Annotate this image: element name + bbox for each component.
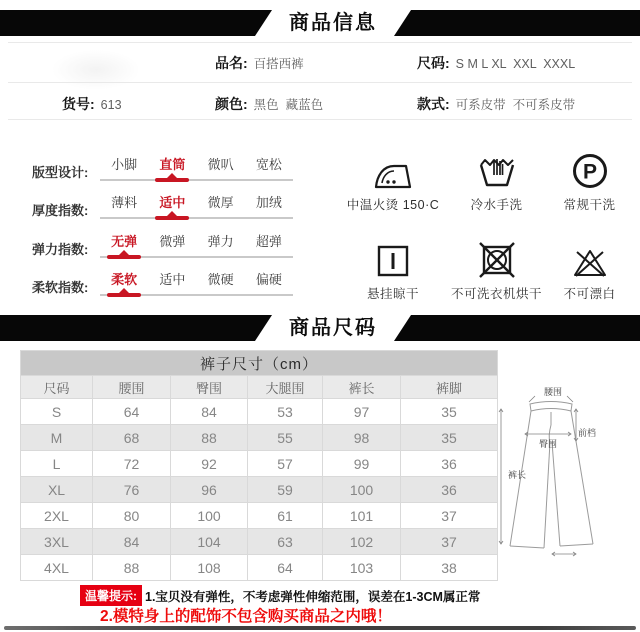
size-chart-column-header: 裤脚: [401, 376, 498, 399]
measurement-cell: 35: [401, 425, 498, 451]
attribute-option: 微叭: [207, 157, 234, 172]
attribute-row: [32, 154, 293, 182]
measurement-cell: 104: [171, 529, 248, 555]
care-label: 不可漂白: [563, 287, 616, 301]
table-row: [21, 529, 498, 555]
slider-marker-triangle: [118, 288, 130, 294]
care-item: [543, 234, 636, 302]
measurement-cell: 98: [323, 425, 401, 451]
product-sku-value: 613: [100, 98, 122, 112]
measurement-cell: 100: [323, 477, 401, 503]
bottom-divider-bar: [4, 626, 636, 630]
care-label: 冷水手洗: [470, 198, 523, 212]
measurement-cell: 103: [323, 555, 401, 581]
product-color-value: 黑色 藏蓝色: [253, 98, 324, 112]
attribute-option: 直筒: [159, 157, 186, 172]
product-style-value: 可系皮带 不可系皮带: [455, 98, 576, 112]
attribute-option: 超弹: [255, 234, 282, 249]
attribute-option: 加绒: [255, 195, 282, 210]
table-row: [21, 503, 498, 529]
care-item: [450, 234, 543, 302]
attribute-option: 无弹: [111, 234, 138, 249]
care-label: 悬挂晾干: [366, 287, 419, 301]
product-color-label: 颜色:: [215, 96, 248, 112]
measurement-cell: 64: [248, 555, 323, 581]
diagram-waist-label: 腰围: [543, 387, 563, 397]
dry-clean-icon: [569, 145, 611, 192]
product-style-label: 款式:: [417, 96, 450, 112]
product-color-field: [215, 94, 323, 114]
product-sku-field: [62, 94, 122, 114]
measurement-cell: 37: [401, 503, 498, 529]
measurement-cell: 59: [248, 477, 323, 503]
size-cell: XL: [21, 477, 93, 503]
banner-bar-left: [0, 315, 272, 341]
measurement-cell: 53: [248, 399, 323, 425]
attribute-option: 微弹: [159, 234, 186, 249]
measurement-cell: 55: [248, 425, 323, 451]
faded-logo-watermark: [52, 50, 140, 90]
measurement-cell: 101: [323, 503, 401, 529]
size-chart-title: 裤子尺寸（cm）: [21, 351, 498, 376]
care-instructions-grid: [336, 145, 636, 302]
banner-bar-right: [394, 315, 640, 341]
product-name-value: 百搭西裤: [253, 57, 304, 71]
measurement-cell: 38: [401, 555, 498, 581]
attribute-option: 薄料: [111, 195, 138, 210]
measurement-cell: 84: [171, 399, 248, 425]
measurement-cell: 88: [93, 555, 171, 581]
measurement-cell: 35: [401, 399, 498, 425]
measurement-cell: 102: [323, 529, 401, 555]
attribute-label: 弹力指数:: [32, 242, 89, 257]
size-chart-column-header: 臀围: [171, 376, 248, 399]
attribute-label: 厚度指数:: [32, 203, 89, 218]
size-chart-column-header: 大腿围: [248, 376, 323, 399]
size-cell: L: [21, 451, 93, 477]
diagram-length-label: 裤长: [507, 470, 527, 480]
measurement-cell: 80: [93, 503, 171, 529]
size-cell: 2XL: [21, 503, 93, 529]
product-info-banner: [0, 10, 640, 36]
care-label: 中温火烫 150·C: [346, 198, 440, 212]
divider: [8, 42, 632, 43]
product-info-title: 商品信息: [289, 12, 377, 34]
attribute-row: [32, 192, 293, 220]
measurement-cell: 108: [171, 555, 248, 581]
measurement-cell: 36: [401, 477, 498, 503]
product-sku-label: 货号:: [62, 96, 95, 112]
product-name-label: 品名:: [215, 55, 248, 71]
table-row: [21, 399, 498, 425]
product-name-field: [215, 53, 304, 73]
size-cell: M: [21, 425, 93, 451]
no-tumble-dry-icon: [476, 234, 518, 281]
pants-measurement-diagram: [497, 378, 635, 580]
care-item: [450, 145, 543, 213]
diagram-front-rise-label: 前档: [577, 428, 597, 438]
svg-text:P: P: [582, 160, 597, 184]
hang-dry-icon: [373, 234, 413, 281]
measurement-cell: 76: [93, 477, 171, 503]
slider-track-line: [100, 179, 293, 181]
slider-selected-marker: [155, 216, 189, 220]
attribute-option: 小脚: [111, 157, 138, 172]
attribute-option: 微厚: [207, 195, 234, 210]
measurement-cell: 64: [93, 399, 171, 425]
attribute-slider: [100, 269, 293, 297]
attribute-option: 弹力: [207, 234, 234, 249]
attribute-row: [32, 231, 293, 259]
product-size-title: 商品尺码: [289, 317, 377, 339]
size-chart-column-header: 尺码: [21, 376, 93, 399]
size-chart-column-header: 裤长: [323, 376, 401, 399]
measurement-cell: 61: [248, 503, 323, 529]
slider-selected-marker: [107, 293, 141, 297]
banner-bar-right: [394, 10, 640, 36]
measurement-cell: 99: [323, 451, 401, 477]
attribute-label: 版型设计:: [32, 165, 89, 180]
size-chart-header-row: [21, 376, 498, 399]
slider-marker-triangle: [166, 173, 178, 179]
attribute-option: 适中: [159, 195, 186, 210]
divider: [8, 82, 632, 83]
measurement-cell: 72: [93, 451, 171, 477]
banner-bar-left: [0, 10, 272, 36]
size-chart-table: [20, 350, 498, 581]
attribute-option: 微硬: [207, 272, 234, 287]
slider-selected-marker: [155, 178, 189, 182]
attribute-slider: [100, 192, 293, 220]
no-bleach-icon: [569, 234, 611, 281]
slider-marker-triangle: [118, 250, 130, 256]
care-item: [543, 145, 636, 213]
attribute-slider: [100, 231, 293, 259]
diagram-hip-label: 臀围: [538, 439, 558, 449]
attribute-option: 柔软: [111, 272, 138, 287]
product-style-field: [417, 94, 575, 114]
attribute-slider: [100, 154, 293, 182]
care-label: 不可洗衣机烘干: [450, 287, 542, 301]
size-chart-column-header: 腰围: [93, 376, 171, 399]
measurement-cell: 97: [323, 399, 401, 425]
care-item: [336, 145, 450, 213]
attribute-label: 柔软指数:: [32, 280, 89, 295]
table-row: [21, 425, 498, 451]
measurement-cell: 37: [401, 529, 498, 555]
table-row: [21, 451, 498, 477]
measurement-cell: 92: [171, 451, 248, 477]
notice-badge: 温馨提示:: [80, 585, 142, 606]
measurement-cell: 63: [248, 529, 323, 555]
care-label: 常规干洗: [563, 198, 616, 212]
measurement-cell: 84: [93, 529, 171, 555]
size-chart-body: [21, 399, 498, 581]
attribute-option: 适中: [159, 272, 186, 287]
slider-track-line: [100, 217, 293, 219]
table-row: [21, 555, 498, 581]
product-size-label: 尺码:: [417, 55, 450, 71]
product-size-banner: [0, 315, 640, 341]
iron-icon: [372, 145, 414, 192]
hand-wash-icon: [476, 145, 518, 192]
attribute-row: [32, 269, 293, 297]
measurement-cell: 100: [171, 503, 248, 529]
divider: [8, 119, 632, 120]
measurement-cell: 88: [171, 425, 248, 451]
notice-line-2: 2.模特身上的配饰不包含购买商品之内哦！: [100, 608, 392, 625]
size-cell: 4XL: [21, 555, 93, 581]
size-cell: 3XL: [21, 529, 93, 555]
size-cell: S: [21, 399, 93, 425]
product-size-field: [417, 53, 575, 73]
slider-selected-marker: [107, 255, 141, 259]
product-size-value: S M L XL XXL XXXL: [455, 57, 576, 71]
care-item: [336, 234, 450, 302]
attribute-option: 宽松: [255, 157, 282, 172]
table-row: [21, 477, 498, 503]
measurement-cell: 96: [171, 477, 248, 503]
notice-line-1: 1.宝贝没有弹性，不考虑弹性伸缩范围，误差在1-3CM属正常: [145, 590, 481, 604]
measurement-cell: 57: [248, 451, 323, 477]
measurement-cell: 36: [401, 451, 498, 477]
measurement-cell: 68: [93, 425, 171, 451]
slider-marker-triangle: [166, 211, 178, 217]
attribute-option: 偏硬: [255, 272, 282, 287]
